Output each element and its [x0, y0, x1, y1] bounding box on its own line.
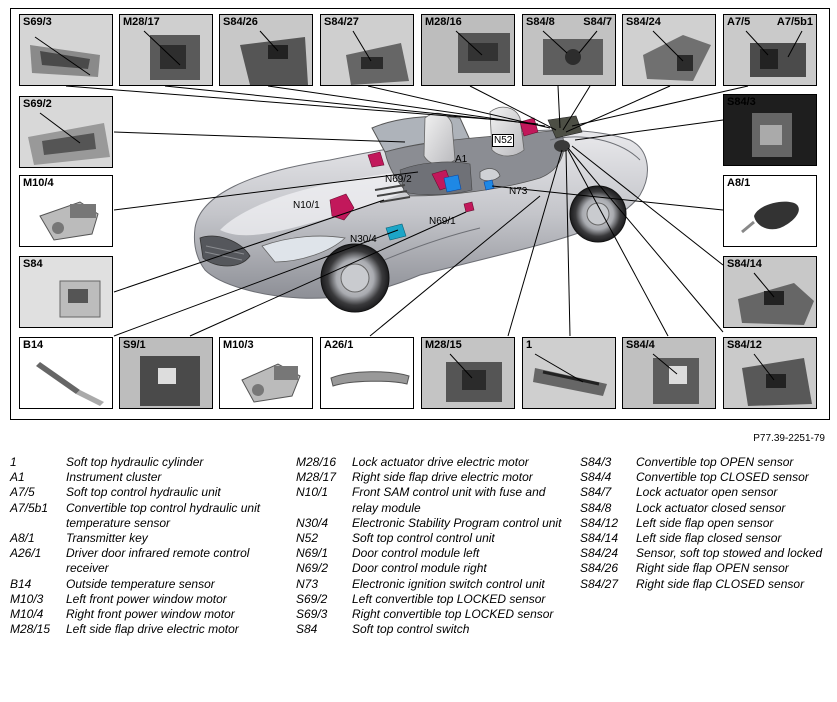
legend-description: Electronic ignition switch control unit	[352, 576, 545, 591]
legend-code: S84/12	[580, 515, 619, 530]
legend-code: N52	[296, 531, 319, 546]
legend-description: Soft top control switch	[352, 622, 470, 637]
tile-label: M28/15	[425, 339, 462, 351]
legend-description: Right front power window motor	[66, 607, 235, 622]
legend-item	[10, 531, 285, 546]
legend-code: A8/1	[10, 531, 35, 546]
legend-item	[580, 561, 830, 576]
legend-column-3	[580, 455, 830, 592]
legend-description: Instrument cluster	[66, 470, 162, 485]
tile-label: M28/17	[123, 16, 160, 28]
callout-n30-4: N30/4	[350, 234, 377, 245]
legend-item	[296, 455, 566, 470]
tile-label: S84/12	[727, 339, 762, 351]
legend-code: M28/15	[10, 622, 51, 637]
tile-label: S84	[23, 258, 43, 270]
legend-code: S69/2	[296, 591, 328, 606]
legend-code: S69/3	[296, 607, 328, 622]
legend-item	[296, 592, 566, 607]
legend-code: 1	[10, 455, 17, 469]
legend-item	[296, 622, 566, 637]
callout-n69-1: N69/1	[429, 216, 456, 227]
tile-s84-27	[320, 14, 414, 86]
legend-item	[580, 485, 830, 500]
tile-label: M10/3	[223, 339, 254, 351]
tile-s9-1	[119, 337, 213, 409]
tile-m28-17	[119, 14, 213, 86]
legend-code: M28/16	[296, 455, 337, 469]
legend-description: Sensor, soft top stowed and locked	[636, 546, 823, 561]
tile-label: S84/24	[626, 16, 661, 28]
legend-code: N10/1	[296, 485, 329, 500]
legend-description: Left convertible top LOCKED sensor	[352, 591, 546, 606]
legend-item	[10, 485, 285, 500]
tile-s69-3	[19, 14, 113, 86]
legend-description: Right convertible top LOCKED sensor	[352, 607, 554, 622]
car-illustration	[194, 107, 647, 312]
legend-item	[296, 607, 566, 622]
tile-s84-14	[723, 256, 817, 328]
tile-label-secondary: A7/5b1	[776, 16, 813, 28]
tile-s84-26	[219, 14, 313, 86]
legend-description: Left front power window motor	[66, 591, 227, 606]
legend-item	[10, 470, 285, 485]
tile-m10-3	[219, 337, 313, 409]
legend-code: A7/5	[10, 485, 35, 500]
legend-code: M28/17	[296, 470, 337, 485]
tile-s84-24	[622, 14, 716, 86]
tile-label: A8/1	[727, 177, 751, 189]
legend-code: M10/4	[10, 607, 44, 622]
legend-code: S84/8	[580, 500, 612, 515]
legend-item	[296, 531, 566, 546]
callout-n73: N73	[509, 186, 528, 197]
legend-code: S84/3	[580, 455, 612, 469]
tile-a7-5	[723, 14, 817, 86]
callout-n10-1: N10/1	[293, 200, 320, 211]
tile-label: M28/16	[425, 16, 462, 28]
tile-label: B14	[23, 339, 44, 351]
legend-description: Left side flap drive electric motor	[66, 622, 239, 637]
legend-description: Convertible top CLOSED sensor	[636, 470, 809, 485]
legend-code: S84	[296, 622, 318, 637]
legend-description: Soft top control control unit	[352, 531, 495, 546]
legend-description: Left side flap open sensor	[636, 515, 774, 530]
legend-item	[296, 561, 566, 576]
tile-label: S84/26	[223, 16, 258, 28]
legend-code: S84/7	[580, 485, 612, 500]
tile-label: S84/8	[526, 16, 555, 28]
legend-item	[580, 546, 830, 561]
legend-column-1	[10, 455, 285, 637]
legend-item	[10, 622, 285, 637]
tile-label: 1	[526, 339, 533, 351]
tile-label-secondary: S84/7	[583, 16, 612, 28]
legend-description: Convertible top control hydraulic unit temperature sensor	[66, 500, 261, 530]
tile-s84	[19, 256, 113, 328]
tile-label: A26/1	[324, 339, 354, 351]
legend-code: N73	[296, 576, 319, 591]
tile-s84-12	[723, 337, 817, 409]
legend-item	[580, 455, 830, 470]
legend-code: M10/3	[10, 591, 44, 606]
legend-item	[10, 592, 285, 607]
tile-label: M10/4	[23, 177, 54, 189]
legend-description: Right side flap OPEN sensor	[636, 561, 789, 576]
legend-description: Soft top control hydraulic unit	[66, 485, 221, 500]
legend-column-2	[296, 455, 566, 637]
tile-label: S69/3	[23, 16, 52, 28]
legend-description: Lock actuator open sensor	[636, 485, 778, 500]
legend-code: S84/27	[580, 576, 619, 591]
legend-code: N69/2	[296, 561, 329, 576]
tile-m10-4	[19, 175, 113, 247]
legend-item	[10, 607, 285, 622]
legend-description: Electronic Stability Program control unit	[352, 515, 562, 530]
legend-code: B14	[10, 576, 32, 591]
tile-a8-1	[723, 175, 817, 247]
tile-1	[522, 337, 616, 409]
legend-description: Transmitter key	[66, 531, 148, 546]
legend-description: Left side flap closed sensor	[636, 531, 782, 546]
tile-a26-1	[320, 337, 414, 409]
tile-label: S84/14	[727, 258, 762, 270]
tile-label: S84/3	[727, 96, 756, 108]
legend-description: Front SAM control unit with fuse and relay module	[352, 485, 546, 515]
legend-code: S84/26	[580, 561, 619, 576]
legend-item	[580, 577, 830, 592]
callout-n69-2: N69/2	[385, 174, 412, 185]
legend-description: Outside temperature sensor	[66, 576, 215, 591]
legend-description: Driver door infrared remote control receiver	[66, 546, 250, 576]
legend-description: Convertible top OPEN sensor	[636, 455, 794, 469]
legend-item	[10, 501, 285, 531]
legend-item	[10, 455, 285, 470]
tile-s69-2	[19, 96, 113, 168]
legend-item	[296, 577, 566, 592]
legend-item	[580, 531, 830, 546]
tile-m28-16	[421, 14, 515, 86]
legend-code: N69/1	[296, 546, 329, 561]
legend-item	[296, 546, 566, 561]
legend-code: S84/4	[580, 470, 612, 485]
tile-label: A7/5	[727, 16, 751, 28]
legend-code: A1	[10, 470, 25, 485]
tile-b14	[19, 337, 113, 409]
legend-item	[296, 470, 566, 485]
tile-s84-4	[622, 337, 716, 409]
legend-description: Lock actuator drive electric motor	[352, 455, 529, 469]
legend-item	[580, 470, 830, 485]
legend-description: Door control module left	[352, 546, 480, 561]
legend-description: Door control module right	[352, 561, 487, 576]
legend-code: S84/24	[580, 546, 619, 561]
tile-label: S9/1	[123, 339, 146, 351]
legend-item	[10, 546, 285, 576]
figure-id: P77.39-2251-79	[753, 433, 825, 444]
legend-code: A7/5b1	[10, 500, 49, 515]
legend-item	[580, 516, 830, 531]
legend-description: Soft top hydraulic cylinder	[66, 455, 204, 469]
tile-s84-3	[723, 94, 817, 166]
legend-description: Right side flap drive electric motor	[352, 470, 533, 485]
tile-label: S84/27	[324, 16, 359, 28]
legend-description: Right side flap CLOSED sensor	[636, 576, 805, 591]
legend-code: A26/1	[10, 546, 42, 561]
tile-label: S69/2	[23, 98, 52, 110]
tile-s84-8	[522, 14, 616, 86]
tile-label: S84/4	[626, 339, 655, 351]
legend-item	[296, 516, 566, 531]
callout-a1: A1	[455, 154, 468, 165]
legend-code: N30/4	[296, 515, 329, 530]
legend-description: Lock actuator closed sensor	[636, 500, 786, 515]
callout-n52: N52	[494, 135, 513, 146]
legend-item	[580, 501, 830, 516]
tile-m28-15	[421, 337, 515, 409]
legend-code: S84/14	[580, 531, 619, 546]
legend-item	[296, 485, 566, 515]
legend-item	[10, 577, 285, 592]
